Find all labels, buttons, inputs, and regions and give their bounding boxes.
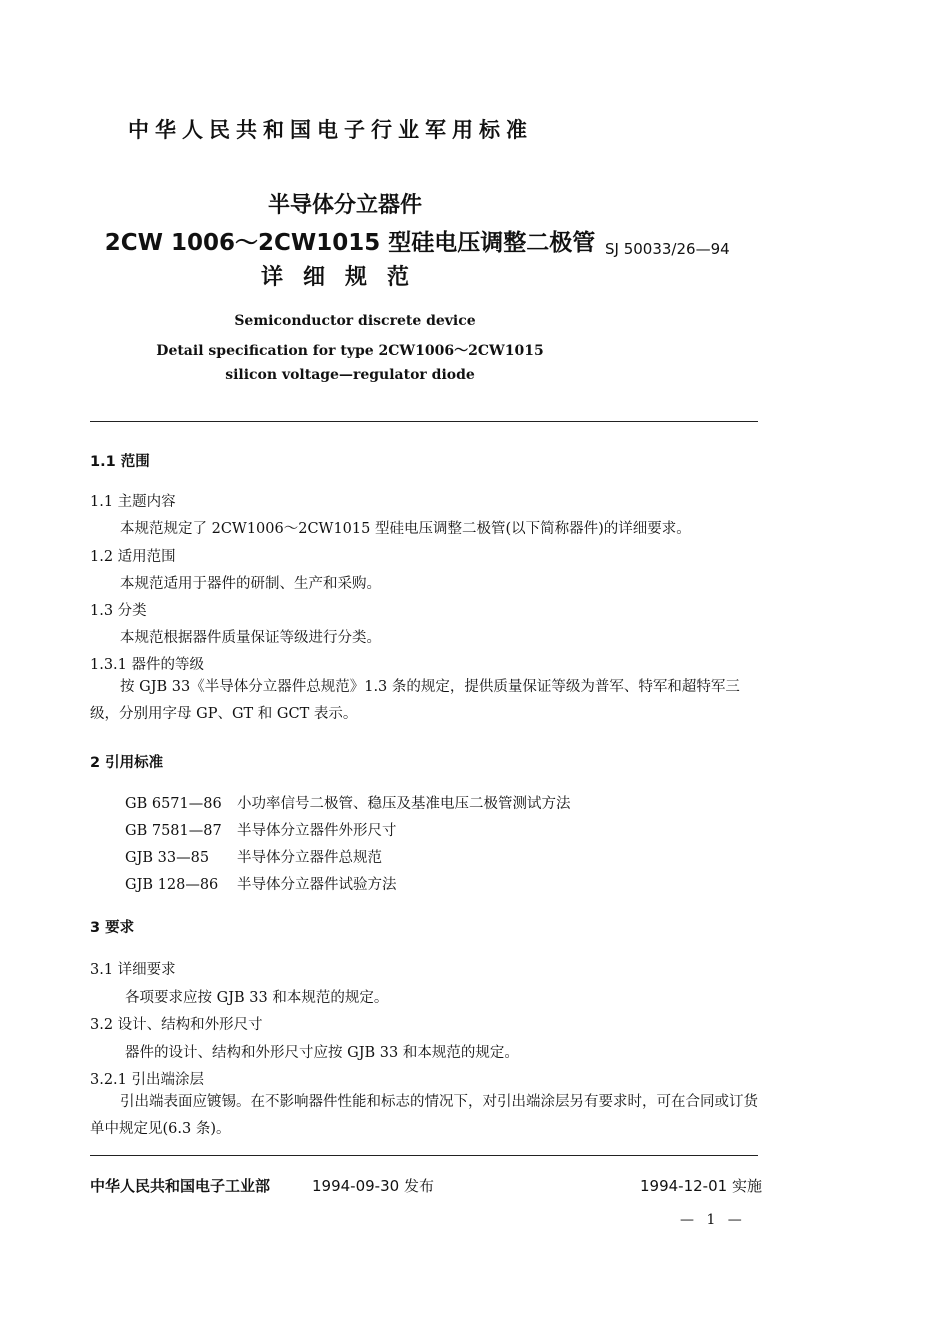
reference-row [125, 792, 571, 813]
bottom-divider [90, 1155, 758, 1156]
title-cn-line3: 详细规范 [260, 265, 429, 290]
title-cn-line2: 2CW 1006～2CW1015 型硅电压调整二极管 [104, 230, 596, 256]
title-en-line2: Detail specification for type 2CW1006～2CW1015 [156, 343, 544, 359]
section-1-heading: 1.1 范围 [90, 454, 150, 470]
standard-code: SJ 50033/26—94 [605, 240, 730, 258]
reference-title: 半导体分立器件外形尺寸 [237, 823, 397, 839]
reference-code: GB 7581—87 [125, 823, 222, 839]
section-3-1-heading: 3.1 详细要求 [90, 962, 176, 978]
section-1-3-heading: 1.3 分类 [90, 603, 147, 619]
section-1-3-1-heading: 1.3.1 器件的等级 [90, 657, 205, 673]
reference-code: GJB 128—86 [125, 877, 219, 893]
section-1-3-text: 本规范根据器件质量保证等级进行分类。 [120, 630, 381, 646]
section-1-2-heading: 1.2 适用范围 [90, 549, 176, 565]
section-3-2-1-text: 引出端表面应镀锡。在不影响器件性能和标志的情况下，对引出端涂层另有要求时，可在合同或订货单中规定见(6.3 条)。 [90, 1094, 758, 1137]
reference-row [125, 846, 382, 867]
top-divider [90, 421, 758, 422]
section-3-heading: 3 要求 [90, 920, 135, 936]
reference-row [125, 819, 397, 840]
footer-effective-date: 1994-12-01 实施 [640, 1177, 762, 1195]
section-1-1-text: 本规范规定了 2CW1006～2CW1015 型硅电压调整二极管(以下简称器件)的详细要求。 [120, 521, 691, 537]
section-3-1-text: 各项要求应按 GJB 33 和本规范的规定。 [125, 990, 389, 1006]
reference-title: 小功率信号二极管、稳压及基准电压二极管测试方法 [237, 796, 571, 812]
reference-code: GJB 33—85 [125, 850, 210, 866]
section-1-3-1-text: 按 GJB 33《半导体分立器件总规范》1.3 条的规定，提供质量保证等级为普军、特军和超特军三级，分别用字母 GP、GT 和 GCT 表示。 [90, 679, 740, 722]
footer-issuer: 中华人民共和国电子工业部 [90, 1177, 271, 1195]
publisher-header: 中华人民共和国电子行业军用标准 [128, 118, 533, 142]
reference-row [125, 873, 397, 894]
title-en-line1: Semiconductor discrete device [234, 313, 476, 329]
reference-code: GB 6571—86 [125, 796, 222, 812]
title-en-line3: silicon voltage—regulator diode [225, 367, 475, 383]
title-cn-line1: 半导体分立器件 [267, 193, 422, 218]
section-3-2-1-heading: 3.2.1 引出端涂层 [90, 1072, 205, 1088]
section-1-1-heading: 1.1 主题内容 [90, 494, 176, 510]
reference-title: 半导体分立器件试验方法 [237, 877, 397, 893]
page-number: — 1 — [680, 1212, 746, 1228]
section-3-2-text: 器件的设计、结构和外形尺寸应按 GJB 33 和本规范的规定。 [125, 1045, 519, 1061]
footer-issue-date: 1994-09-30 发布 [312, 1177, 434, 1195]
section-2-heading: 2 引用标准 [90, 755, 164, 771]
section-3-2-heading: 3.2 设计、结构和外形尺寸 [90, 1017, 263, 1033]
section-1-2-text: 本规范适用于器件的研制、生产和采购。 [120, 576, 381, 592]
reference-title: 半导体分立器件总规范 [237, 850, 382, 866]
